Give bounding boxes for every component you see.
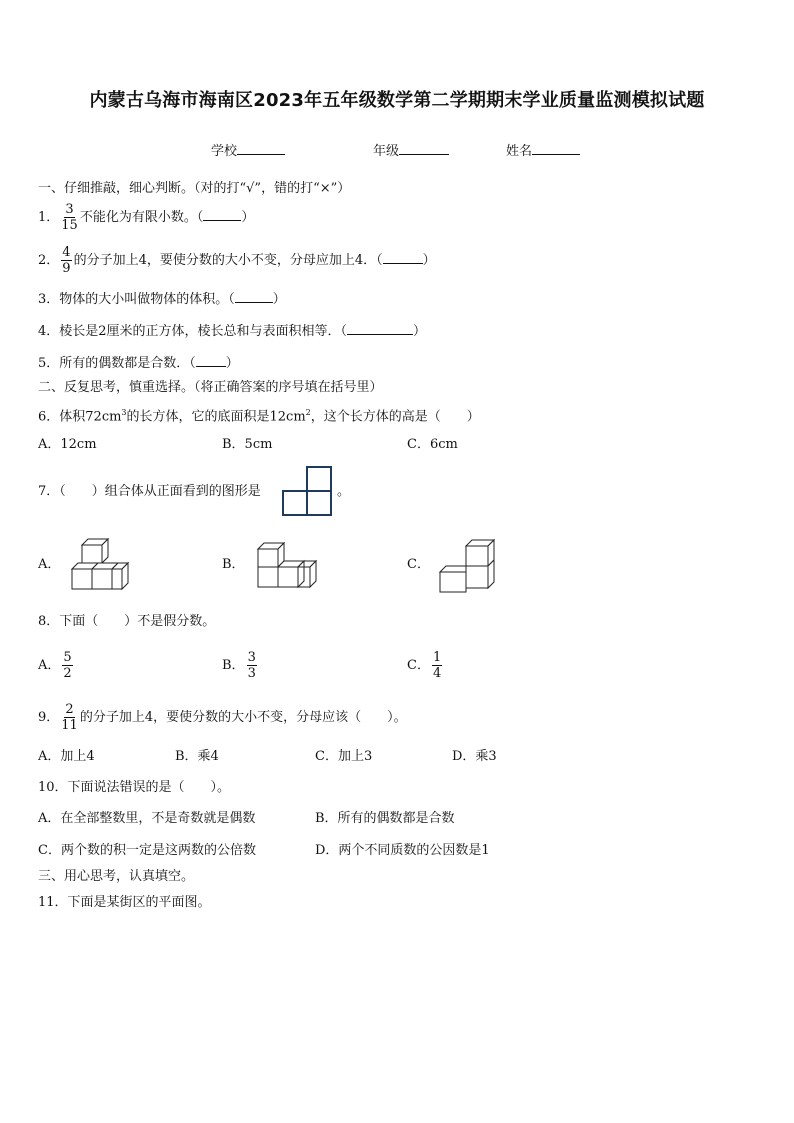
question-6: 6．体积$72cm^3$的长方体，它的底面积是$12cm^2$，这个长方体的高是（ ） <box>38 408 480 425</box>
q1-text: 不能化为有限小数。（ <box>79 210 204 225</box>
q7-option-b-cubes <box>256 539 320 591</box>
name-label: 姓名 <box>506 144 533 159</box>
q7-front-view-figure <box>282 466 334 516</box>
q10-option-c[interactable]: C．两个数的积一定是这两数的公倍数 <box>38 843 256 858</box>
q8-option-b-fraction: $\frac{3}{3}$ <box>247 650 256 681</box>
q5-text: 5．所有的偶数都是合数．（ <box>38 356 196 371</box>
q1-answer-blank[interactable] <box>203 208 241 221</box>
q7-text: 7．（ ）组合体从正面看到的图形是 <box>38 484 261 499</box>
question-1: 1． $\frac{3}{15}$ 不能化为有限小数。（ ） <box>38 202 255 233</box>
q2-number: 2． <box>38 253 60 268</box>
q9-option-a[interactable]: A．加上4 <box>38 749 95 764</box>
q6-option-c[interactable]: C．6cm <box>407 437 458 452</box>
school-blank[interactable] <box>237 142 285 155</box>
q1-fraction: $\frac{3}{15}$ <box>61 202 78 233</box>
q9-fraction: $\frac{2}{11}$ <box>61 702 78 733</box>
question-2: 2． $\frac{4}{9}$ 的分子加上4，要使分数的大小不变，分母应加上4．（ ） <box>38 245 436 276</box>
q10-option-a[interactable]: A．在全部整数里，不是奇数就是偶数 <box>38 811 256 826</box>
question-3: 3．物体的大小叫做物体的体积。（ ） <box>38 292 286 307</box>
question-5: 5．所有的偶数都是合数．（ ） <box>38 356 239 371</box>
school-label: 学校 <box>211 144 238 159</box>
question-10: 10．下面说法错误的是（ ）。 <box>38 780 231 795</box>
section1-heading: 一、仔细推敲，细心判断。（对的打“√”，错的打“×”） <box>38 181 351 196</box>
q8-option-c[interactable]: C． $\frac{1}{4}$ <box>407 650 442 681</box>
name-blank[interactable] <box>532 142 580 155</box>
q5-answer-blank[interactable] <box>196 354 226 367</box>
q9-option-c[interactable]: C．加上3 <box>315 749 373 764</box>
page-title: 内蒙古乌海市海南区2023年五年级数学第二学期期末学业质量监测模拟试题 <box>89 90 705 111</box>
q2-answer-blank[interactable] <box>383 251 423 264</box>
q3-answer-blank[interactable] <box>235 290 273 303</box>
q7-option-b[interactable]: B． <box>222 557 245 572</box>
q6-option-a[interactable]: A．12cm <box>38 437 97 452</box>
q2-fraction: $\frac{4}{9}$ <box>62 245 71 276</box>
q7-option-a[interactable]: A． <box>38 557 61 572</box>
q9-option-d[interactable]: D．乘3 <box>452 749 497 764</box>
q8-option-a-fraction: $\frac{5}{2}$ <box>63 650 72 681</box>
question-9: 9． $\frac{2}{11}$ 的分子加上4，要使分数的大小不变，分母应该（ ）。 <box>38 702 407 733</box>
q4-answer-blank[interactable] <box>347 322 413 335</box>
question-4: 4．棱长是2厘米的正方体，棱长总和与表面积相等．（ ） <box>38 324 427 339</box>
q6-option-b[interactable]: B．5cm <box>222 437 273 452</box>
q9-option-b[interactable]: B．乘4 <box>175 749 219 764</box>
q8-option-a[interactable]: A． $\frac{5}{2}$ <box>38 650 72 681</box>
q10-option-b[interactable]: B．所有的偶数都是合数 <box>315 811 455 826</box>
question-7 <box>38 484 261 500</box>
q3-text: 3．物体的大小叫做物体的体积。（ <box>38 292 235 307</box>
q8-option-c-fraction: $\frac{1}{4}$ <box>432 650 442 681</box>
q7-option-c[interactable]: C． <box>407 557 430 572</box>
q7-option-a-cubes <box>70 535 130 593</box>
q10-option-d[interactable]: D．两个不同质数的公因数是1 <box>315 843 490 858</box>
section3-heading: 三、用心思考，认真填空。 <box>38 869 195 884</box>
section2-heading: 二、反复思考，慎重选择。（将正确答案的序号填在括号里） <box>38 380 383 395</box>
name-field[interactable] <box>506 142 580 160</box>
q4-text: 4．棱长是2厘米的正方体，棱长总和与表面积相等．（ <box>38 324 348 339</box>
grade-blank[interactable] <box>399 142 449 155</box>
q1-number: 1． <box>38 210 60 225</box>
grade-field[interactable] <box>373 142 449 160</box>
question-11: 11．下面是某街区的平面图。 <box>38 895 211 910</box>
q2-text: 的分子加上4，要使分数的大小不变，分母应加上4．（ <box>73 253 383 268</box>
school-field[interactable] <box>211 142 285 160</box>
question-8: 8．下面（ ）不是假分数。 <box>38 614 216 629</box>
q7-option-c-cubes <box>438 536 500 594</box>
grade-label: 年级 <box>373 144 400 159</box>
q8-option-b[interactable]: B． $\frac{3}{3}$ <box>222 650 256 681</box>
